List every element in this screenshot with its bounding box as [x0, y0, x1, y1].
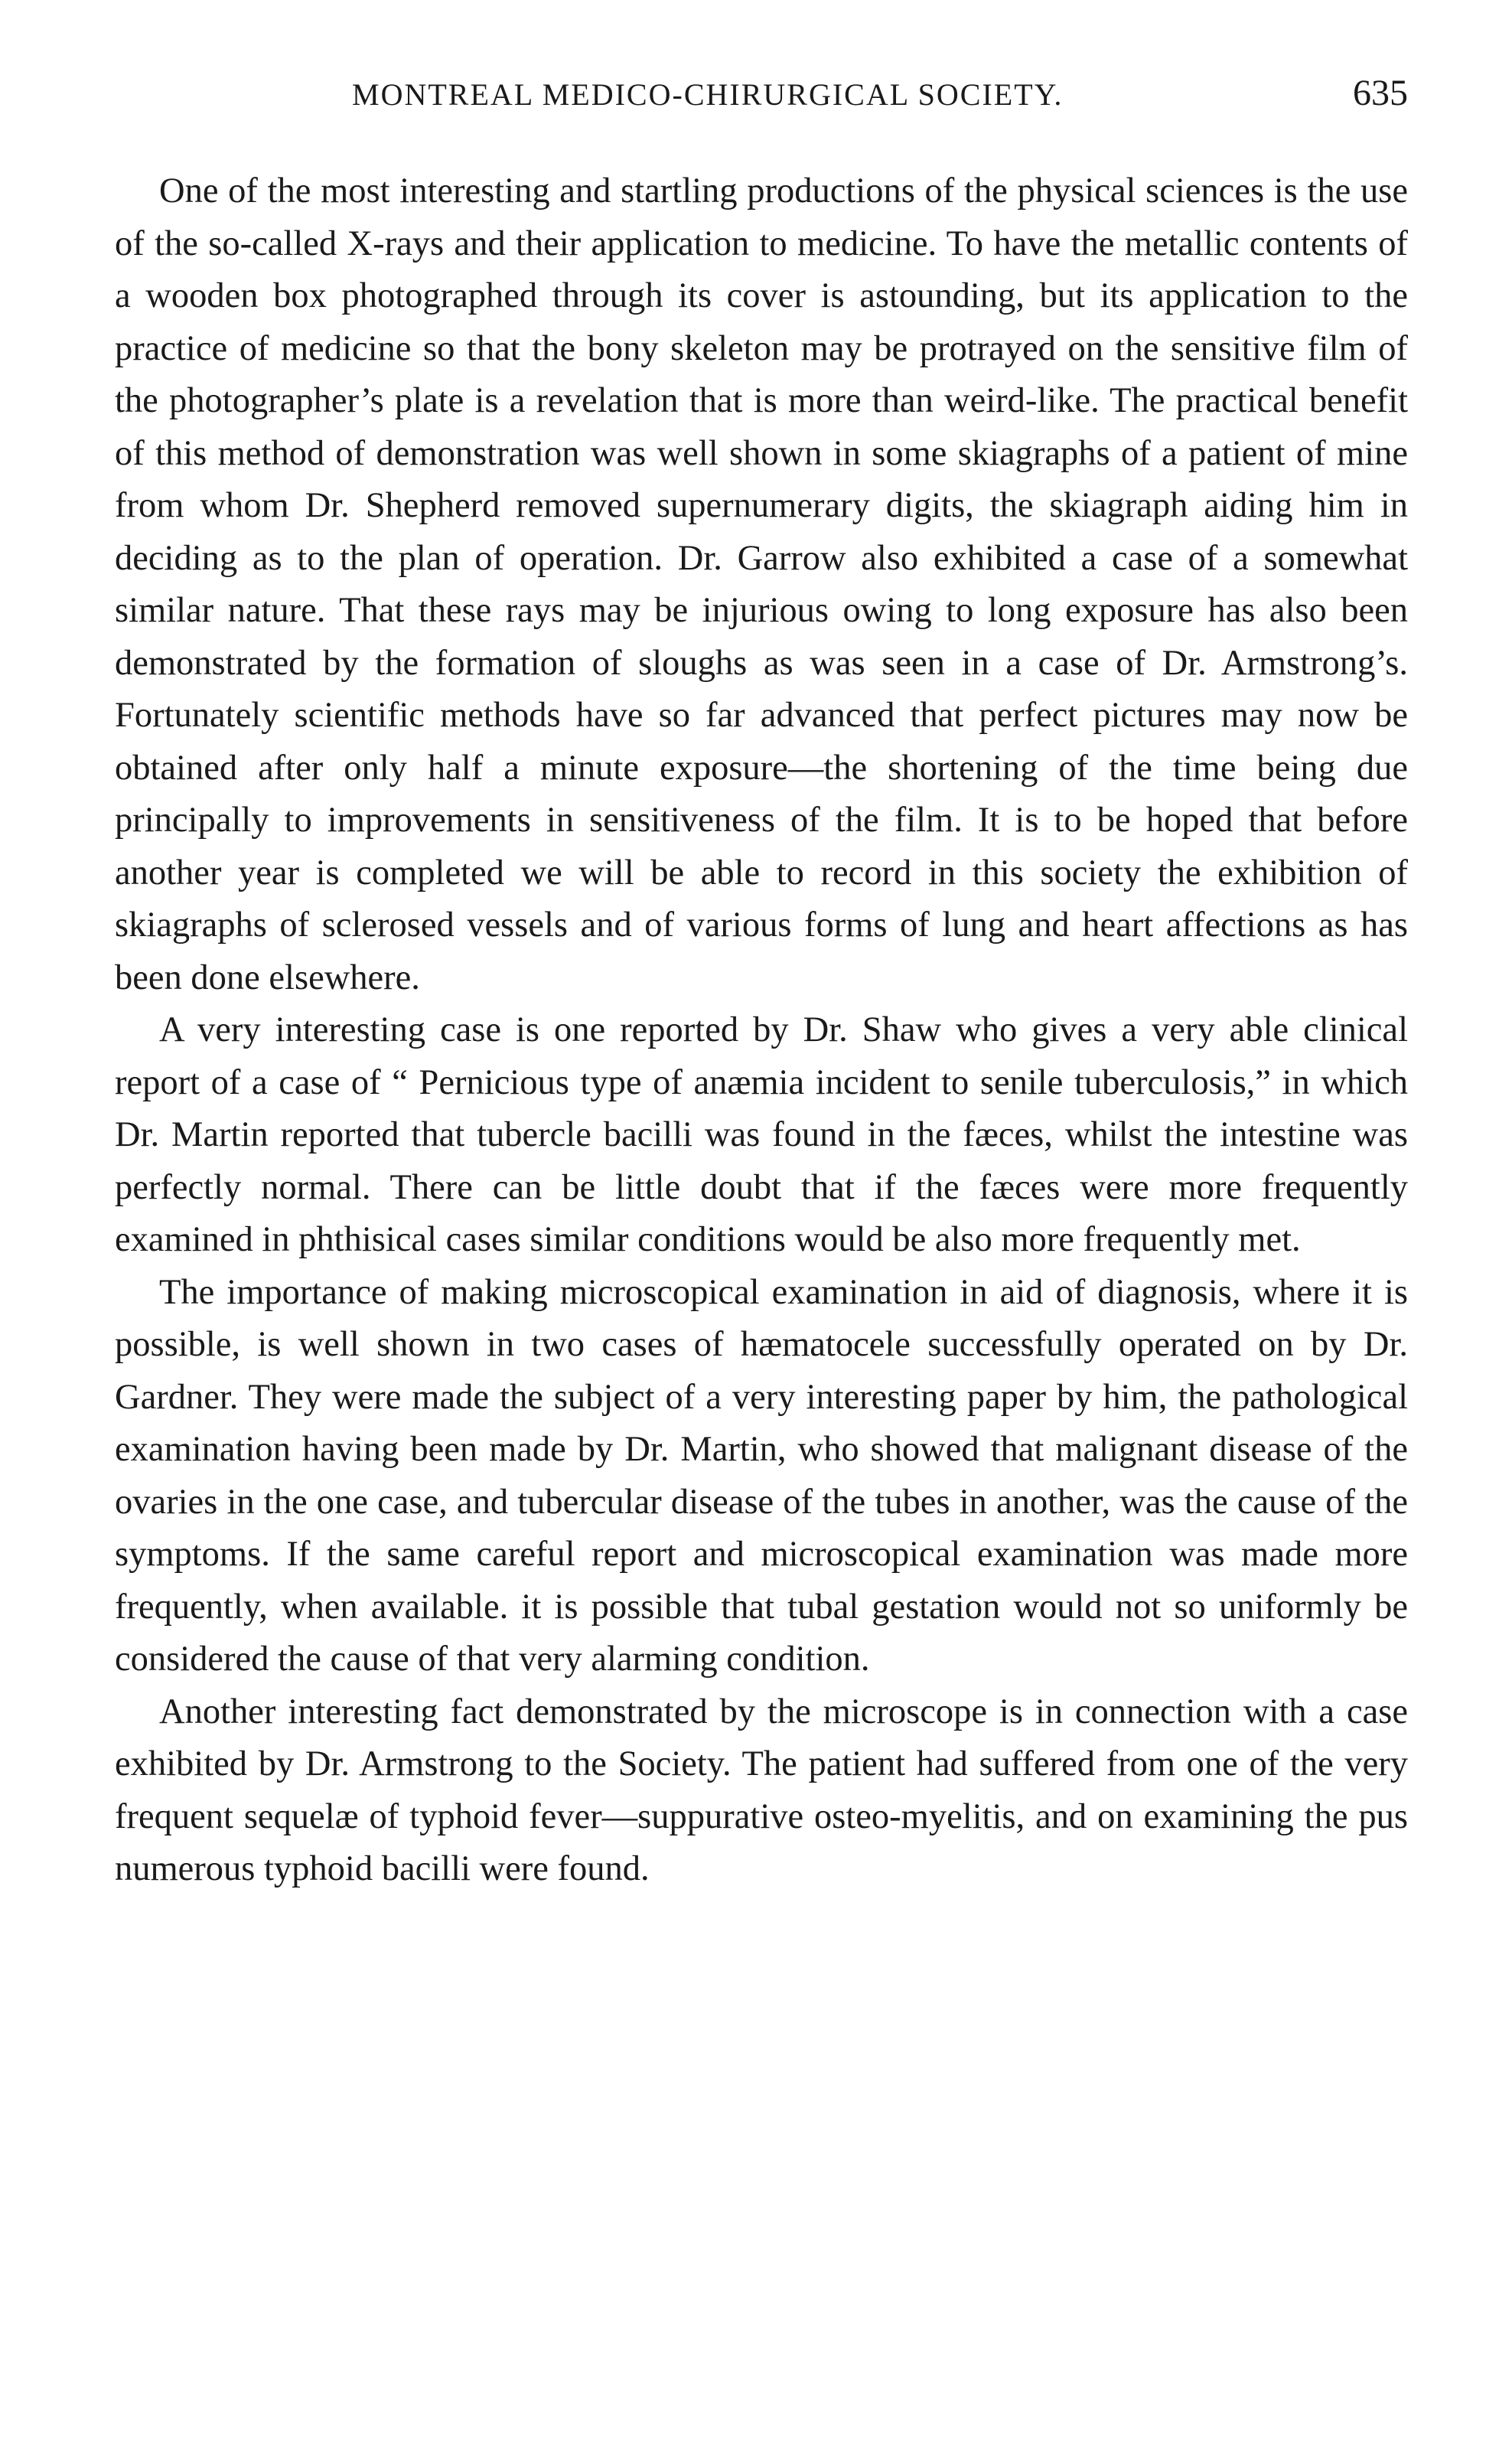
page-number: 635: [1353, 73, 1408, 113]
paragraph-x-rays: One of the most interesting and startling productions of the physical sciences is the use of the so-called X-rays and their application to medicine. To have the metallic contents of a wooden box photographed through its cover is astounding, but its application to the practice of medicine so that the bony skeleton may be protrayed on the sensitive film of the photographer’s plate is a revelation that is more than weird-like. The practical benefit of this method of demonstration was well shown in some skiagraphs of a patient of mine from whom Dr. Shepherd removed supernumerary digits, the skiagraph aiding him in deciding as to the plan of operation. Dr. Garrow also exhibited a case of a somewhat similar nature. That these rays may be injurious owing to long exposure has also been demonstrated by the formation of sloughs as was seen in a case of Dr. Armstrong’s. Fortunately scientific methods have so far advanced that perfect pictures may now be obtained after only half a minute exposure—the shortening of the time being due principally to improvements in sensitiveness of the film. It is to be hoped that before another year is completed we will be able to record in this society the exhibition of skiagraphs of sclerosed vessels and of various forms of lung and heart affections as has been done elsewhere.: [115, 171, 1408, 997]
running-title: MONTREAL MEDICO-CHIRURGICAL SOCIETY.: [352, 77, 1064, 112]
paragraph-anaemia-case: A very interesting case is one reported by Dr. Shaw who gives a very able clinical report of a case of “ Pernicious type of anæmia incident to senile tuberculosis,” in which Dr. Martin reported that tubercle bacilli was found in the fæces, whilst the intestine was perfectly normal. There can be little doubt that if the fæces were more frequently examined in phthisical cases similar conditions would be also more frequently met.: [115, 1010, 1408, 1259]
body-text: [115, 165, 1408, 1896]
paragraph-microscopical-examination: The importance of making microscopical examination in aid of diagnosis, where it is possible, is well shown in two cases of hæmatocele successfully operated on by Dr. Gardner. They were made the subject of a very interesting paper by him, the pathological examination having been made by Dr. Martin, who showed that malignant disease of the ovaries in the one case, and tubercular disease of the tubes in another, was the cause of the symptoms. If the same careful report and microscopical examination was made more frequently, when available. it is possible that tubal gestation would not so uniformly be considered the cause of that very alarming condition.: [115, 1272, 1408, 1679]
paragraph-typhoid-bacilli: Another interesting fact demonstrated by the microscope is in connection with a case exhibited by Dr. Armstrong to the Society. The patient had suffered from one of the very frequent sequelæ of typhoid fever—suppurative osteo-myelitis, and on examining the pus numerous typhoid bacilli were found.: [115, 1692, 1408, 1888]
running-head: [115, 73, 1408, 130]
